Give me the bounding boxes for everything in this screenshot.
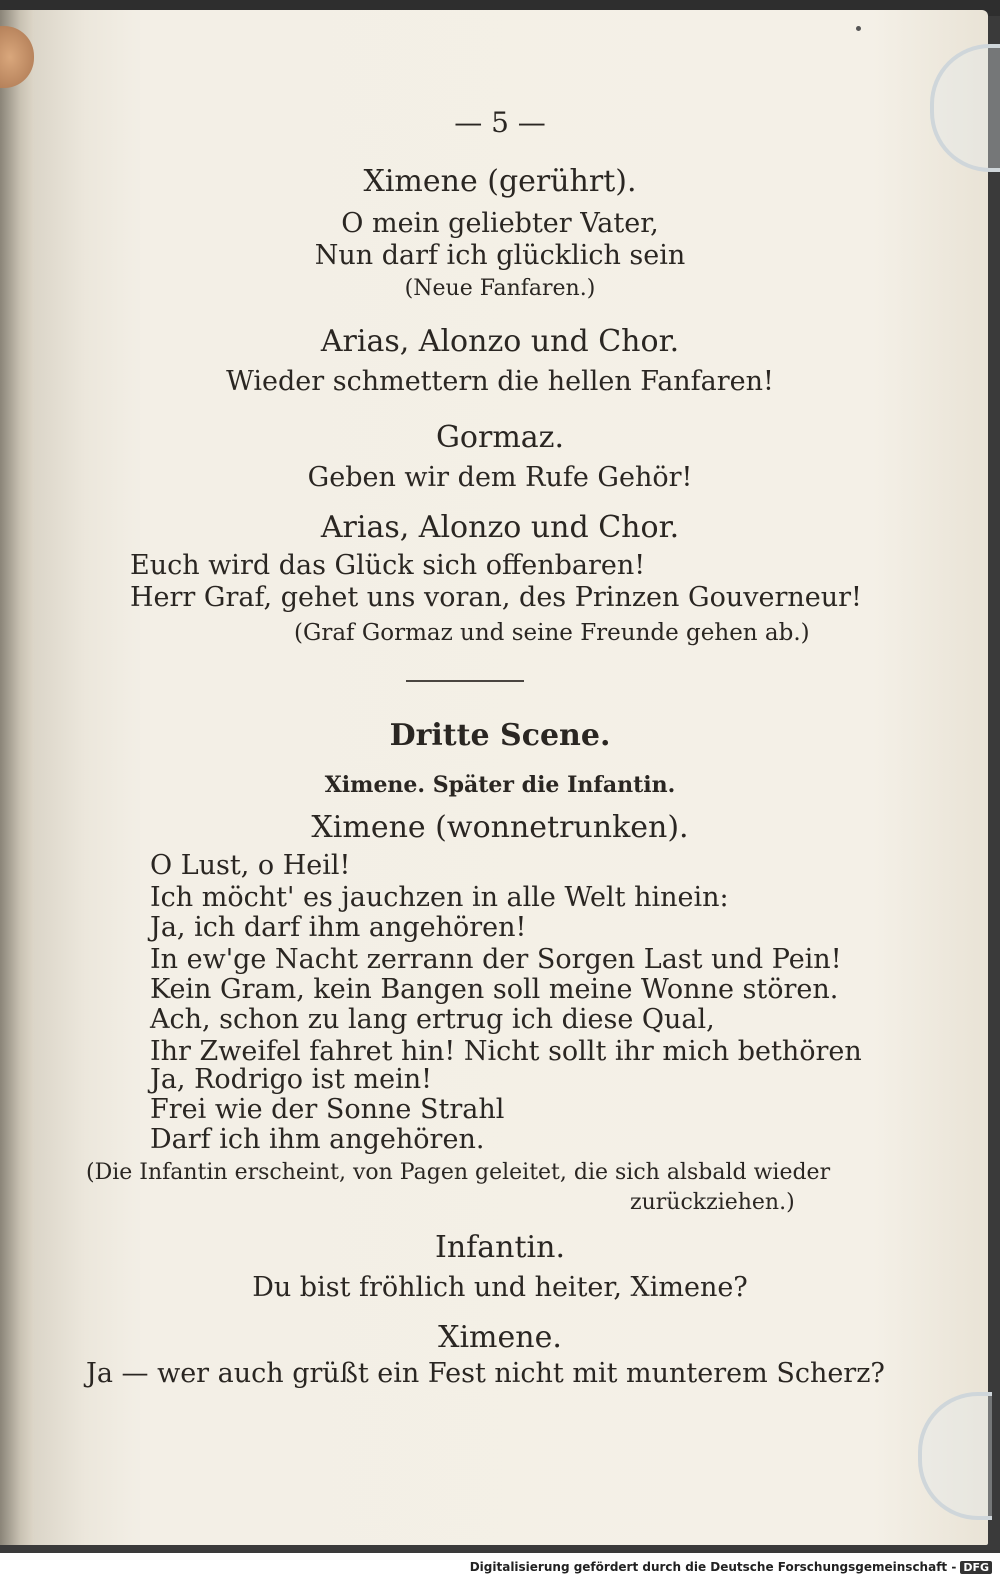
stage-direction: (Neue Fanfaren.) [404,276,596,301]
footer-bar [0,1553,1000,1583]
verse-line: Ja, ich darf ihm angehören! [150,912,527,943]
verse-line: Euch wird das Glück sich offenbaren! [130,550,646,581]
verse-line: Ich möcht' es jauchzen in alle Welt hinein: [150,882,729,913]
verse-line: Frei wie der Sonne Strahl [150,1094,505,1125]
section-divider [406,680,524,682]
speaker-infantin: Infantin. [435,1230,565,1265]
verse-line: Nun darf ich glücklich sein [314,240,686,271]
speaker-gormaz: Gormaz. [435,420,565,455]
verse-line: Geben wir dem Rufe Gehör! [307,462,693,493]
verse-line: Herr Graf, gehet uns voran, des Prinzen Gouverneur! [130,582,862,613]
ink-dot [856,26,861,31]
speaker-ximene-3: Ximene. [438,1320,562,1355]
footer-credit [470,1560,992,1574]
verse-line: O mein geliebter Vater, [341,208,659,239]
stage-direction: (Die Infantin erscheint, von Pagen geleitet, die sich alsbald wieder [86,1160,831,1185]
verse-line: Kein Gram, kein Bangen soll meine Wonne stören. [150,974,839,1005]
verse-line: Ach, schon zu lang ertrug ich diese Qual, [150,1004,715,1035]
dfg-logo: DFG [960,1561,992,1574]
stage-direction: (Graf Gormaz und seine Freunde gehen ab.) [294,620,810,646]
verse-line: Ja, Rodrigo ist mein! [150,1064,432,1095]
speaker-ximene-2: Ximene (wonnetrunken). [311,810,689,845]
scene-characters: Ximene. Später die Infantin. [324,772,676,798]
page-number: — 5 — [454,106,546,139]
verse-line: Darf ich ihm angehören. [150,1124,485,1155]
verse-line: In ew'ge Nacht zerrann der Sorgen Last und Pein! [150,944,842,975]
verse-line: Ja — wer auch grüßt ein Fest nicht mit munterem Scherz? [86,1358,885,1389]
footer-credit-text: Digitalisierung gefördert durch die Deutsche Forschungsgemeinschaft - [469,1560,957,1574]
stage-direction-continued: zurückziehen.) [630,1190,795,1215]
speaker-ximene-1: Ximene (gerührt). [363,164,637,199]
verse-line: O Lust, o Heil! [150,850,351,881]
speaker-arias-alonzo-chor-2: Arias, Alonzo und Chor. [320,510,680,545]
verse-line: Du bist fröhlich und heiter, Ximene? [252,1272,748,1303]
verse-line: Ihr Zweifel fahret hin! Nicht sollt ihr mich bethören [150,1036,862,1067]
verse-line: Wieder schmettern die hellen Fanfaren! [226,366,774,397]
scene-title: Dritte Scene. [389,718,611,753]
speaker-arias-alonzo-chor-1: Arias, Alonzo und Chor. [320,324,680,359]
